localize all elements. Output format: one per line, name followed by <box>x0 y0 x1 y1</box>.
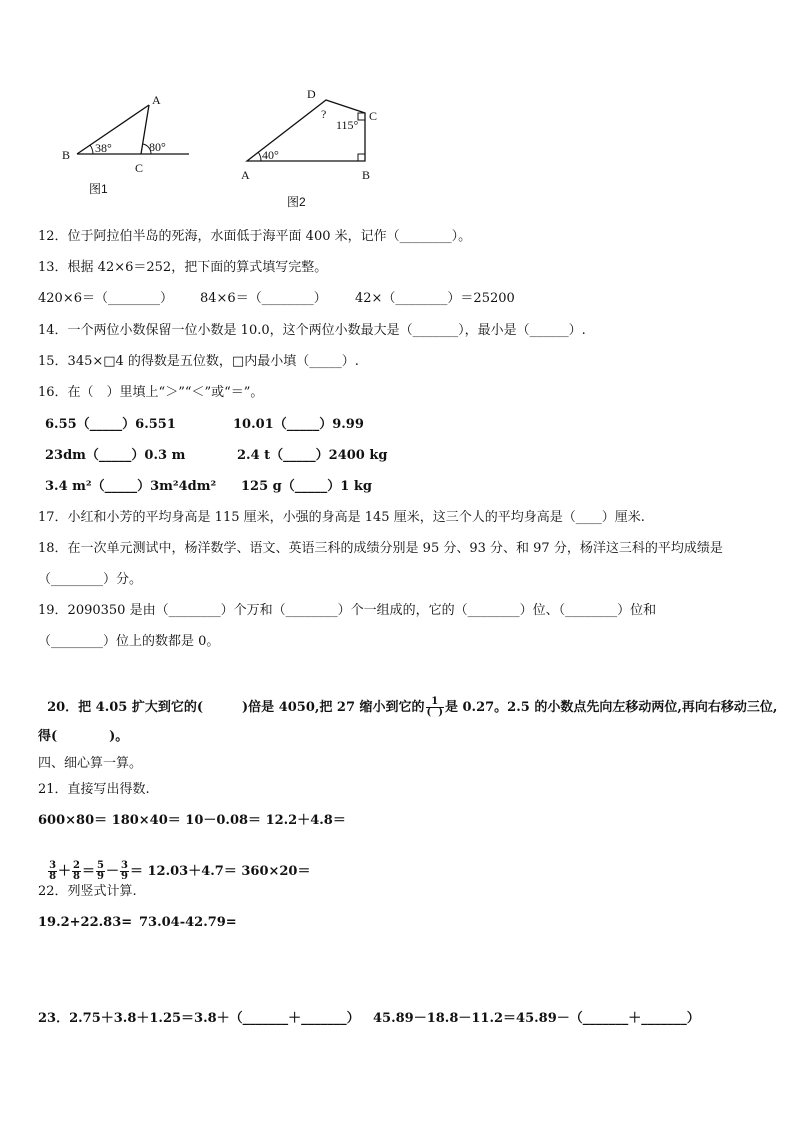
question-23-part-2: 45.89－18.8－11.2＝45.89－（_______＋_______） <box>373 1011 700 1026</box>
question-12: 12．位于阿拉伯半岛的死海，水面低于海平面 400 米，记作（________）。 <box>38 229 472 244</box>
question-18-line-2: （________）分。 <box>38 572 143 587</box>
question-20-line-2: 得( )。 <box>38 729 129 744</box>
fig2-angle-c-value: 115° <box>336 118 359 132</box>
question-20-part-1: 20．把 4.05 扩大到它的( )倍是 4050,把 27 缩小到它的 <box>47 700 425 715</box>
fig2-unknown-angle: ? <box>321 107 327 121</box>
question-15: 15．345×□4 的得数是五位数，□内最小填（_____）. <box>38 354 359 369</box>
fig1-angle-b-arc <box>90 145 93 154</box>
question-17: 17．小红和小芳的平均身高是 115 厘米，小强的身高是 145 厘米，这三个人的平均身高是（____）厘米. <box>38 510 645 525</box>
question-19-line-2: （________）位上的数都是 0。 <box>38 634 220 649</box>
question-19-line-1: 19．2090350 是由（________）个万和（________）个一组成的，它的（________）位、（________）位和 <box>38 603 657 618</box>
question-21-fraction-4 <box>120 861 129 882</box>
fig2-label-a: A <box>241 168 250 182</box>
fig2-label-d: D <box>307 87 316 101</box>
fig1-label-b: B <box>62 148 71 162</box>
question-21-row-2 <box>38 843 310 882</box>
fraction-2-denominator: 8 <box>73 871 81 882</box>
question-20-fraction-numerator: 1 <box>426 697 444 708</box>
question-18-line-1: 18．在一次单元测试中，杨洋数学、语文、英语三科的成绩分别是 95 分、93 分、和 97 分，杨洋这三科的平均成绩是 <box>38 541 723 556</box>
question-13-item-2: 84×6＝（________） <box>200 291 327 306</box>
fraction-2-numerator: 2 <box>73 860 81 871</box>
fig1-label-c: C <box>135 161 144 175</box>
question-23-part-1: 23．2.75＋3.8＋1.25＝3.8＋（_______＋_______） <box>38 1011 360 1026</box>
fraction-3-numerator: 5 <box>97 860 104 871</box>
fig1-label-a: A <box>152 93 161 107</box>
question-13-item-3: 42×（________）＝25200 <box>355 291 515 306</box>
figure-1-caption: 图1 <box>89 182 108 196</box>
fraction-3-denominator: 9 <box>97 871 104 882</box>
question-16-row-1-left: 6.55（_____）6.551 <box>45 417 176 432</box>
question-21: 21．直接写出得数. <box>38 782 150 797</box>
fig2-angle-a-value: 40° <box>262 148 279 162</box>
fraction-4-numerator: 3 <box>121 860 128 871</box>
question-16-row-2-right: 2.4 t（_____）2400 kg <box>237 448 388 463</box>
question-21-fraction-1 <box>48 861 57 882</box>
question-16-row-3-right: 125 g（_____）1 kg <box>241 479 372 494</box>
question-16: 16．在（ ）里填上“＞”“＜”或“＝”。 <box>38 385 264 400</box>
question-20-part-2: 是 0.27。2.5 的小数点先向左移动两位,再向右移动三位, <box>444 700 778 715</box>
fig2-label-b: B <box>362 168 371 182</box>
question-22-item-1: 19.2+22.83= <box>38 915 133 930</box>
figure-1-triangle <box>55 88 205 193</box>
question-22-item-2: 73.04-42.79= <box>139 915 237 930</box>
question-22: 22．列竖式计算. <box>38 884 137 899</box>
question-16-row-3-left: 3.4 m²（_____）3m²4dm² <box>45 479 217 494</box>
fraction-1-numerator: 3 <box>49 860 57 871</box>
fig1-angle-c-value: 80° <box>149 140 166 154</box>
question-21-fraction-2 <box>72 861 81 882</box>
question-14: 14．一个两位小数保留一位小数是 10.0，这个两位小数最大是（_______），最小是（______）. <box>38 323 586 338</box>
fig1-angle-b-value: 38° <box>95 141 112 155</box>
plus-sign: ＋ <box>58 864 72 879</box>
question-20-line-1 <box>38 679 777 718</box>
question-21-row-2-rest: ＝ 12.03＋4.7＝ 360×20＝ <box>129 864 311 879</box>
fig2-right-angle-b <box>358 154 365 161</box>
fig2-label-c: C <box>369 109 378 123</box>
fig2-right-angle-c <box>358 113 365 120</box>
fig1-side-ba <box>77 105 149 154</box>
question-16-row-2-left: 23dm（_____）0.3 m <box>45 448 186 463</box>
figure-2-quadrilateral <box>235 80 395 185</box>
fraction-4-denominator: 9 <box>121 871 128 882</box>
question-16-row-1-right: 10.01（_____）9.99 <box>233 417 364 432</box>
question-21-row-1: 600×80＝ 180×40＝ 10－0.08＝ 12.2＋4.8＝ <box>38 813 346 828</box>
question-20-fraction-denominator: ( ) <box>426 707 443 718</box>
question-21-fraction-3 <box>96 861 105 882</box>
question-13: 13．根据 42×6＝252，把下面的算式填写完整。 <box>38 260 328 275</box>
equals-sign: ＝ <box>82 864 96 879</box>
minus-sign: － <box>106 864 120 879</box>
fraction-1-denominator: 8 <box>49 871 57 882</box>
question-13-item-1: 420×6＝（________） <box>38 291 173 306</box>
section-4-heading: 四、细心算一算。 <box>38 756 143 771</box>
question-20-fraction <box>426 697 444 718</box>
fig2-angle-a-arc <box>258 152 261 161</box>
figure-2-caption: 图2 <box>287 195 306 209</box>
